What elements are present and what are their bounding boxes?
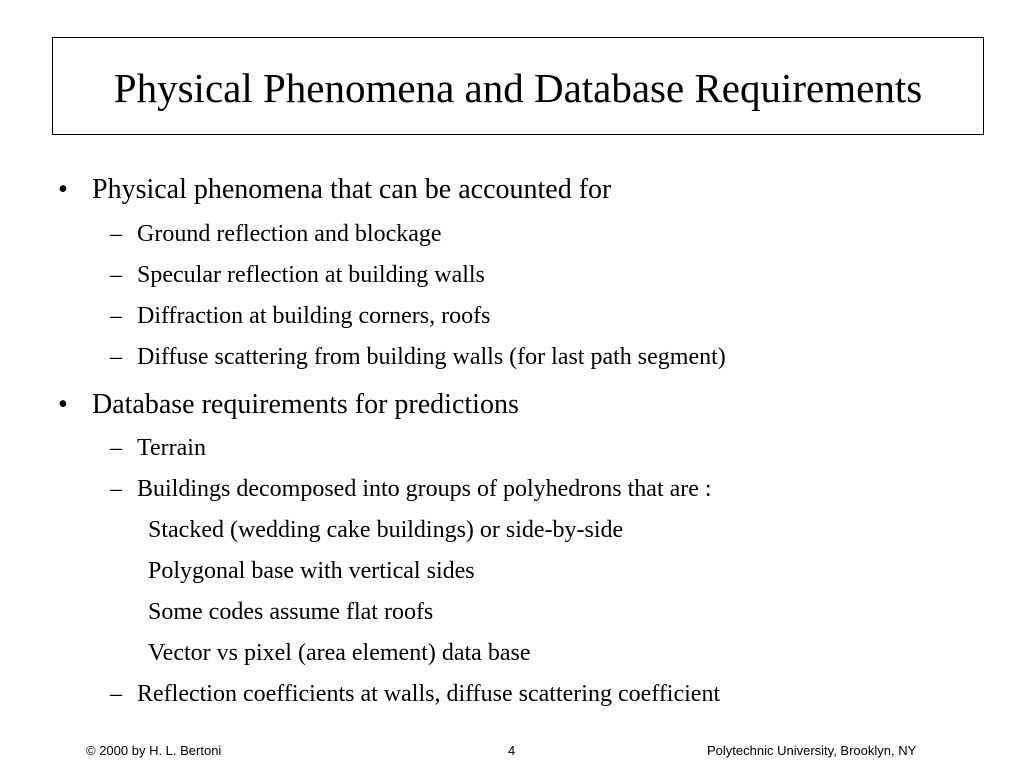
subitem-buildings-decomposed: Buildings decomposed into groups of polyhedrons that are : xyxy=(137,476,712,502)
bullet-text-database-requirements: Database requirements for predictions xyxy=(92,389,519,420)
dash-marker: – xyxy=(110,303,122,329)
continuation-stacked: Stacked (wedding cake buildings) or side-by-side xyxy=(148,517,624,543)
dash-marker: – xyxy=(110,681,122,707)
subitem-reflection-coefficients: Reflection coefficients at walls, diffuse scattering coefficient xyxy=(137,681,721,707)
dash-marker: – xyxy=(110,476,122,502)
dash-marker: – xyxy=(110,221,122,247)
dash-marker: – xyxy=(110,262,122,288)
slide-title: Physical Phenomena and Database Requirements xyxy=(113,64,923,111)
bullet-marker: • xyxy=(58,389,68,420)
footer-institution: Polytechnic University, Brooklyn, NY xyxy=(707,743,917,758)
continuation-vector-pixel: Vector vs pixel (area element) data base xyxy=(148,640,531,666)
bullet-marker: • xyxy=(58,174,68,205)
subitem-diffuse-scattering: Diffuse scattering from building walls (for last path segment) xyxy=(137,344,726,370)
continuation-flat-roofs: Some codes assume flat roofs xyxy=(148,599,434,625)
title-frame xyxy=(52,37,984,135)
subitem-specular-reflection: Specular reflection at building walls xyxy=(137,262,485,288)
subitem-terrain: Terrain xyxy=(137,435,206,461)
subitem-diffraction: Diffraction at building corners, roofs xyxy=(137,303,491,329)
continuation-polygonal-base: Polygonal base with vertical sides xyxy=(148,558,475,584)
bullet-text-physical-phenomena: Physical phenomena that can be accounted for xyxy=(92,174,612,205)
footer-page-number: 4 xyxy=(508,743,516,758)
footer-copyright: © 2000 by H. L. Bertoni xyxy=(86,743,222,758)
dash-marker: – xyxy=(110,344,122,370)
subitem-ground-reflection: Ground reflection and blockage xyxy=(137,221,442,247)
dash-marker: – xyxy=(110,435,122,461)
